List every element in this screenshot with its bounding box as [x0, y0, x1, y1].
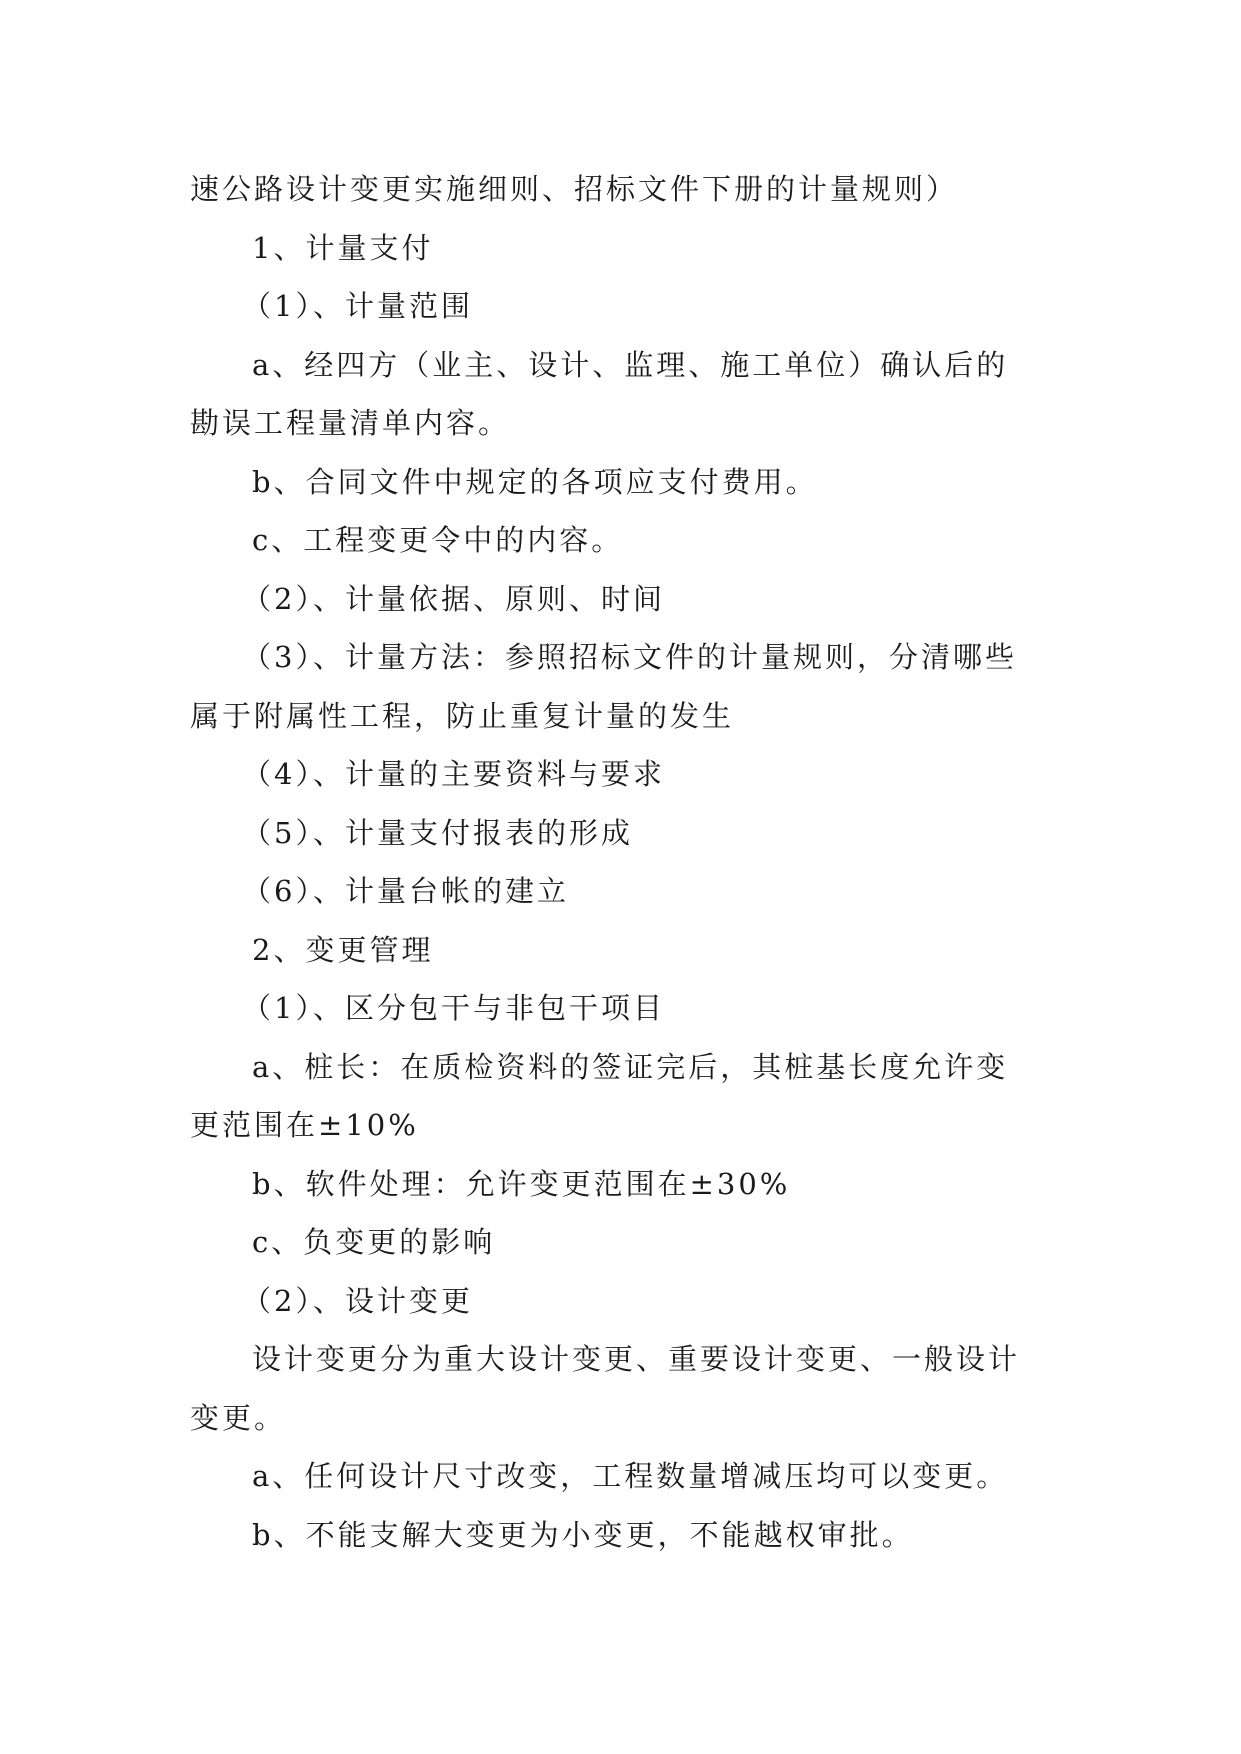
- text-line: 1、计量支付: [252, 230, 434, 265]
- text-line: b、软件处理：允许变更范围在±30%: [252, 1166, 791, 1201]
- text-line: （2）、计量依据、原则、时间: [242, 581, 665, 616]
- text-line: 变更。: [190, 1400, 287, 1435]
- text-line: a、任何设计尺寸改变，工程数量增减压均可以变更。: [252, 1459, 1009, 1493]
- text-line: 属于附属性工程，防止重复计量的发生: [190, 698, 735, 733]
- text-line: c、负变更的影响: [252, 1225, 496, 1259]
- text-line: a、经四方（业主、设计、监理、施工单位）确认后的: [252, 347, 1009, 382]
- text-line: 勘误工程量清单内容。: [190, 406, 511, 440]
- text-line: 设计变更分为重大设计变更、重要设计变更、一般设计: [252, 1342, 1021, 1376]
- text-line: b、不能支解大变更为小变更，不能越权审批。: [252, 1517, 914, 1552]
- text-line: （1）、区分包干与非包干项目: [242, 991, 665, 1025]
- text-line: （5）、计量支付报表的形成: [242, 815, 633, 850]
- text-line: 2、变更管理: [252, 932, 434, 967]
- text-line: （3）、计量方法：参照招标文件的计量规则，分清哪些: [242, 640, 1017, 674]
- text-line: c、工程变更令中的内容。: [252, 523, 624, 557]
- text-line: a、桩长：在质检资料的签证完后，其桩基长度允许变: [252, 1049, 1009, 1084]
- text-line: 更范围在±10%: [190, 1108, 419, 1142]
- text-line: （6）、计量台帐的建立: [242, 874, 569, 908]
- document-body: [190, 160, 1060, 1564]
- text-line: b、合同文件中规定的各项应支付费用。: [252, 464, 818, 499]
- text-line: 速公路设计变更实施细则、招标文件下册的计量规则）: [190, 172, 959, 206]
- text-line: （4）、计量的主要资料与要求: [242, 757, 665, 791]
- text-line: （2）、设计变更: [242, 1283, 473, 1318]
- text-line: （1）、计量范围: [242, 289, 473, 323]
